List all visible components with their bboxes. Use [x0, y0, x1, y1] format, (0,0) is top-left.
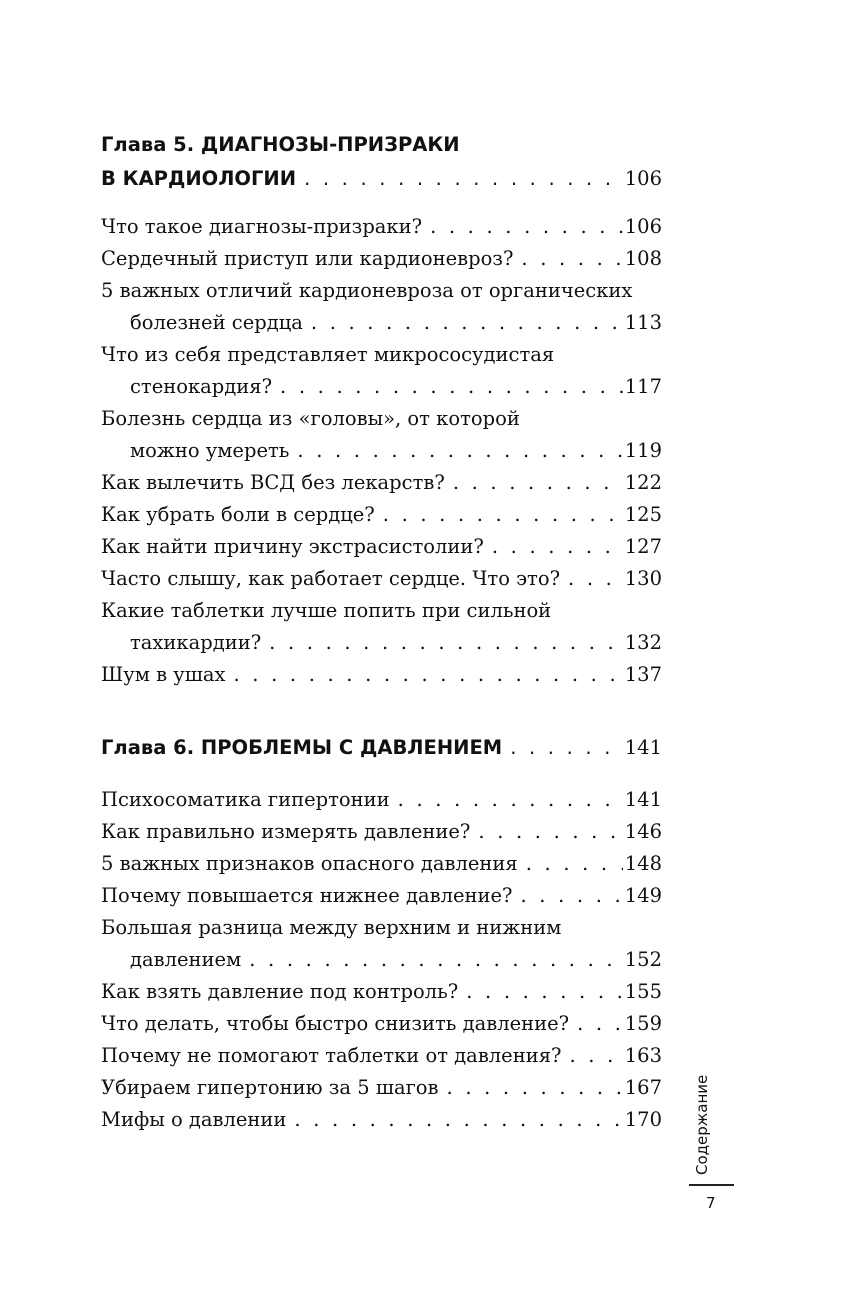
toc-entry-line2[interactable]	[130, 628, 662, 658]
toc-entry[interactable]	[101, 1041, 662, 1071]
dot-leader	[269, 628, 623, 658]
toc-entry-page: 113	[624, 311, 662, 334]
toc-entry[interactable]	[101, 244, 662, 274]
toc-entry-text: тахикардии?	[130, 631, 262, 654]
toc-entry-line2[interactable]	[130, 945, 662, 975]
toc-entry[interactable]	[101, 1073, 662, 1103]
dot-leader	[249, 945, 623, 975]
dot-leader	[478, 817, 622, 847]
toc-entry-text: Убираем гипертонию за 5 шагов	[101, 1076, 439, 1099]
toc-entry-line2[interactable]	[130, 436, 662, 466]
toc-entry-page: 170	[624, 1108, 662, 1131]
dot-leader	[297, 436, 622, 466]
dot-leader	[466, 977, 623, 1007]
toc-entry-page: 149	[624, 884, 662, 907]
toc-entry-text: Болезнь сердца из «головы», от которой	[101, 407, 520, 430]
side-section-label: Содержание	[693, 1074, 711, 1175]
toc-entry-text: Что делать, чтобы быстро снизить давление?	[101, 1012, 570, 1035]
toc-entry[interactable]	[101, 881, 662, 911]
chapter-5-title-text: Глава 5. ДИАГНОЗЫ-ПРИЗРАКИ	[101, 133, 460, 156]
toc-entry-page: 167	[624, 1076, 662, 1099]
page-number: 7	[706, 1194, 716, 1212]
toc-entry-page: 152	[624, 948, 662, 971]
toc-entry-page: 155	[624, 980, 662, 1003]
toc-entry-page: 146	[624, 820, 662, 843]
dot-leader	[304, 164, 623, 194]
toc-entry-text: Какие таблетки лучше попить при сильной	[101, 599, 552, 622]
toc-entry[interactable]	[101, 1105, 662, 1135]
toc-entry[interactable]	[101, 977, 662, 1007]
toc-entry-text: Мифы о давлении	[101, 1108, 287, 1131]
toc-entry-line1[interactable]	[101, 340, 662, 370]
toc-entry-line2[interactable]	[130, 372, 662, 402]
dot-leader	[447, 1073, 623, 1103]
toc-entry[interactable]	[101, 785, 662, 815]
toc-entry-page: 163	[624, 1044, 662, 1067]
toc-entry-page: 127	[624, 535, 662, 558]
dot-leader	[510, 733, 623, 763]
dot-leader	[398, 785, 623, 815]
toc-entry-text: Как правильно измерять давление?	[101, 820, 471, 843]
toc-entry-text: стенокардия?	[130, 375, 273, 398]
toc-entry-text: давлением	[130, 948, 242, 971]
footer-rule	[689, 1184, 734, 1186]
toc-entry-text: Почему повышается нижнее давление?	[101, 884, 513, 907]
dot-leader	[294, 1105, 622, 1135]
toc-entry[interactable]	[101, 660, 662, 690]
chapter-5-page: 106	[624, 167, 662, 190]
dot-leader	[577, 1009, 623, 1039]
toc-entry-page: 117	[624, 375, 662, 398]
toc-entry-text: Почему не помогают таблетки от давления?	[101, 1044, 562, 1067]
toc-entry-line1[interactable]	[101, 913, 662, 943]
toc-entry-text: 5 важных признаков опасного давления	[101, 852, 518, 875]
dot-leader	[383, 500, 623, 530]
toc-entry-line1[interactable]	[101, 596, 662, 626]
toc-entry[interactable]	[101, 817, 662, 847]
toc-entry-page: 132	[624, 631, 662, 654]
dot-leader	[280, 372, 623, 402]
toc-entry-text: Что такое диагнозы-призраки?	[101, 215, 423, 238]
dot-leader	[430, 212, 623, 242]
toc-entry-page: 130	[624, 567, 662, 590]
toc-entry-page: 159	[624, 1012, 662, 1035]
dot-leader	[453, 468, 623, 498]
toc-entry-text: Психосоматика гипертонии	[101, 788, 390, 811]
toc-entry-line1[interactable]	[101, 404, 662, 434]
toc-entry-page: 122	[624, 471, 662, 494]
dot-leader	[521, 881, 623, 911]
chapter-6-page: 141	[624, 736, 662, 759]
chapter-6-title[interactable]	[101, 733, 662, 763]
toc-entry[interactable]	[101, 849, 662, 879]
toc-entry-text: Как найти причину экстрасистолии?	[101, 535, 484, 558]
chapter-5-title-text-2: В КАРДИОЛОГИИ	[101, 167, 297, 190]
dot-leader	[234, 660, 623, 690]
toc-entry-page: 119	[624, 439, 662, 462]
toc-entry[interactable]	[101, 212, 662, 242]
toc-entry-text: Как взять давление под контроль?	[101, 980, 459, 1003]
toc-entry-page: 106	[624, 215, 662, 238]
dot-leader	[526, 849, 623, 879]
toc-entry-text: 5 важных отличий кардионевроза от органических	[101, 279, 633, 302]
toc-entry[interactable]	[101, 500, 662, 530]
toc-entry-text: Сердечный приступ или кардионевроз?	[101, 247, 514, 270]
toc-entry-page: 125	[624, 503, 662, 526]
dot-leader	[568, 564, 623, 594]
toc-entry[interactable]	[101, 468, 662, 498]
dot-leader	[569, 1041, 622, 1071]
chapter-5-title-line2[interactable]	[101, 164, 662, 194]
chapter-6-title-text: Глава 6. ПРОБЛЕМЫ С ДАВЛЕНИЕМ	[101, 736, 503, 759]
toc-entry-page: 108	[624, 247, 662, 270]
toc-entry-text: Шум в ушах	[101, 663, 226, 686]
toc-entry-text: Большая разница между верхним и нижним	[101, 916, 562, 939]
dot-leader	[492, 532, 623, 562]
toc-entry[interactable]	[101, 1009, 662, 1039]
toc-entry-text: болезней сердца	[130, 311, 303, 334]
dot-leader	[311, 308, 623, 338]
toc-entry-page: 141	[624, 788, 662, 811]
toc-entry-text: Часто слышу, как работает сердце. Что это?	[101, 567, 561, 590]
toc-entry-line1[interactable]	[101, 276, 662, 306]
toc-entry-text: можно умереть	[130, 439, 290, 462]
toc-entry-text: Что из себя представляет микрососудистая	[101, 343, 555, 366]
toc-entry-text: Как вылечить ВСД без лекарств?	[101, 471, 445, 494]
dot-leader	[521, 244, 622, 274]
toc-entry-page: 148	[624, 852, 662, 875]
toc-entry-line2[interactable]	[130, 308, 662, 338]
toc-entry-text: Как убрать боли в сердце?	[101, 503, 375, 526]
toc-entry[interactable]	[101, 564, 662, 594]
toc-entry-page: 137	[624, 663, 662, 686]
toc-entry[interactable]	[101, 532, 662, 562]
chapter-5-title-line1	[101, 130, 662, 160]
